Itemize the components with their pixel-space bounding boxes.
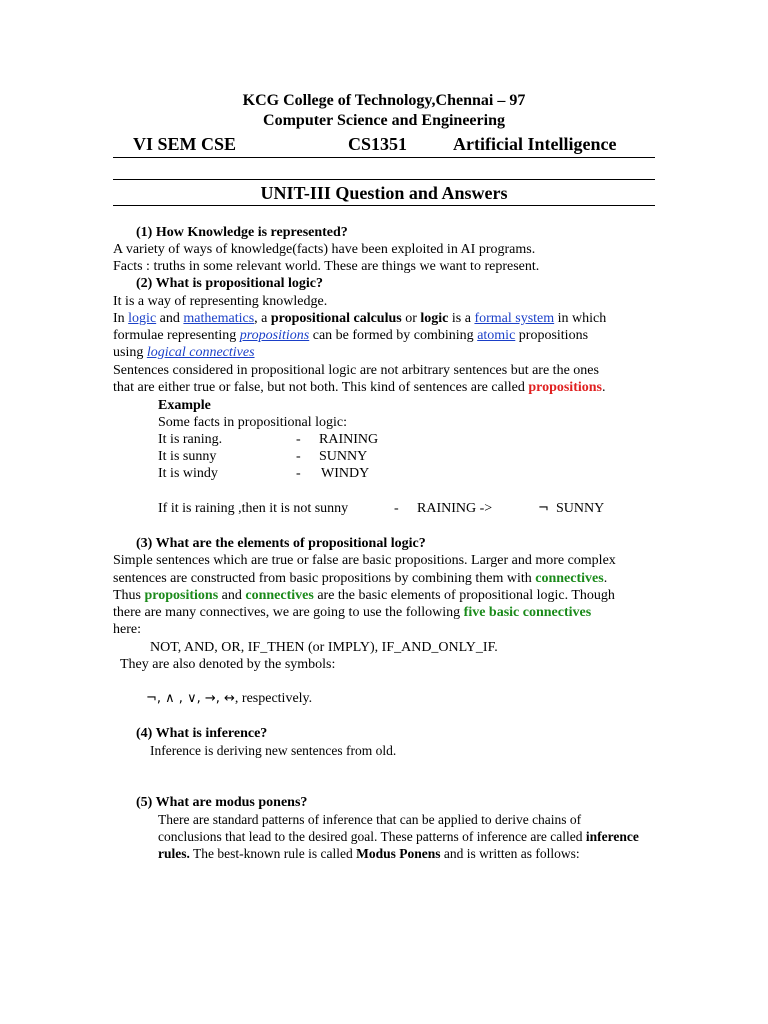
q3-answer-line: here: [113, 622, 141, 637]
text: , respectively. [234, 691, 313, 706]
text: and is written as follows: [440, 846, 580, 861]
rule-sentence: If it is raining ,then it is not sunny [158, 501, 349, 516]
text: propositions [515, 328, 589, 343]
example-intro: Some facts in propositional logic: [158, 415, 347, 430]
formal-system-link[interactable]: formal system [474, 311, 555, 326]
connective-symbols-line [146, 690, 312, 707]
text: there are many connectives, we are going to use the following [113, 605, 464, 620]
question-3-title: (3) What are the elements of propositional logic? [136, 536, 426, 551]
propositional-calculus-term: propositional calculus [270, 311, 402, 326]
rules-term: rules. [158, 846, 190, 861]
propositions-highlight: propositions [528, 380, 602, 395]
example-fact-row [158, 465, 558, 482]
connectives-highlight: connectives [535, 571, 604, 586]
text: that are either true or false, but not both. This kind of sentences are called [113, 380, 529, 395]
example-fact-row [158, 431, 558, 448]
q2-explanation-line [113, 379, 606, 396]
fact-dash: - [296, 449, 301, 464]
fact-symbol: RAINING [319, 432, 379, 447]
example-rule-row [158, 500, 638, 517]
text: . [603, 571, 608, 586]
example-label: Example [158, 398, 211, 413]
fact-sentence: It is raning. [158, 432, 223, 447]
text: using [113, 345, 147, 360]
logic-term: logic [420, 311, 449, 326]
q5-answer-line [158, 828, 639, 845]
rule-rhs: SUNNY [556, 501, 605, 516]
unit-title: UNIT-III Question and Answers [260, 183, 508, 203]
q2-definition-line [113, 310, 606, 327]
q4-answer-line: Inference is deriving new sentences from old. [150, 743, 397, 758]
q2-definition-line [113, 344, 255, 361]
example-fact-row [158, 448, 558, 465]
fact-symbol: WINDY [321, 466, 370, 481]
text: Thus [113, 588, 145, 603]
text: , a [254, 311, 271, 326]
text: The best-known rule is called [189, 846, 357, 861]
propositions-highlight: propositions [144, 588, 219, 603]
question-5-title: (5) What are modus ponens? [136, 795, 308, 810]
propositions-link[interactable]: propositions [239, 328, 310, 343]
department-name: Computer Science and Engineering [263, 112, 505, 129]
text: . [602, 380, 606, 395]
course-line [113, 133, 655, 157]
text: or [401, 311, 421, 326]
q2-definition-line [113, 327, 588, 344]
atomic-link[interactable]: atomic [477, 328, 516, 343]
course-code: CS1351 [348, 134, 408, 154]
q1-answer-line: A variety of ways of knowledge(facts) have been exploited in AI programs. [113, 242, 536, 257]
text: can be formed by combining [309, 328, 478, 343]
connectives-list: NOT, AND, OR, IF_THEN (or IMPLY), IF_AND_ONLY_IF. [150, 640, 498, 655]
rule-dash: - [394, 501, 399, 516]
text: are the basic elements of propositional logic. Though [313, 588, 615, 603]
q5-answer-line [158, 845, 580, 862]
text: sentences are constructed from basic propositions by combining them with [113, 571, 536, 586]
logical-connectives-link[interactable]: logical connectives [146, 345, 255, 360]
q1-answer-line: Facts : truths in some relevant world. These are things we want to represent. [113, 259, 540, 274]
connective-symbols: ¬, ∧ , ∨, →, ↔ [146, 691, 235, 706]
fact-dash: - [296, 432, 301, 447]
q3-answer-line: Simple sentences which are true or false are basic propositions. Larger and more complex [113, 553, 616, 568]
q5-answer-line: There are standard patterns of inference that can be applied to derive chains of [158, 812, 582, 827]
header-rule-middle [113, 179, 655, 180]
text: in which [554, 311, 607, 326]
fact-symbol: SUNNY [319, 449, 368, 464]
question-4-title: (4) What is inference? [136, 726, 268, 741]
semester-label: VI SEM CSE [133, 134, 237, 154]
inference-term: inference [585, 829, 639, 844]
rule-lhs: RAINING -> [417, 501, 493, 516]
text: and [156, 311, 184, 326]
connectives-highlight: connectives [245, 588, 314, 603]
q2-explanation-line: Sentences considered in propositional logic are not arbitrary sentences but are the ones [113, 363, 599, 378]
text: formulae representing [113, 328, 240, 343]
q2-answer-line: It is a way of representing knowledge. [113, 294, 328, 309]
q3-answer-line [113, 570, 607, 587]
symbols-intro: They are also denoted by the symbols: [120, 657, 336, 672]
negation-symbol: ¬ [538, 501, 549, 516]
text: and [218, 588, 246, 603]
text: conclusions that lead to the desired goal. These patterns of inference are called [158, 829, 586, 844]
fact-sentence: It is windy [158, 466, 218, 481]
q3-answer-line [113, 587, 615, 604]
question-1-title: (1) How Knowledge is represented? [136, 225, 348, 240]
fact-dash: - [296, 466, 301, 481]
text: is a [448, 311, 475, 326]
header-rule-top [113, 157, 655, 158]
q3-answer-line [113, 604, 591, 621]
five-basic-connectives-highlight: five basic connectives [463, 605, 592, 620]
question-2-title: (2) What is propositional logic? [136, 276, 323, 291]
header-rule-bottom [113, 205, 655, 206]
modus-ponens-term: Modus Ponens [356, 846, 441, 861]
logic-link[interactable]: logic [128, 311, 157, 326]
mathematics-link[interactable]: mathematics [183, 311, 255, 326]
fact-sentence: It is sunny [158, 449, 217, 464]
course-subject: Artificial Intelligence [453, 134, 617, 154]
text: In [113, 311, 129, 326]
college-name: KCG College of Technology,Chennai – 97 [242, 92, 526, 109]
